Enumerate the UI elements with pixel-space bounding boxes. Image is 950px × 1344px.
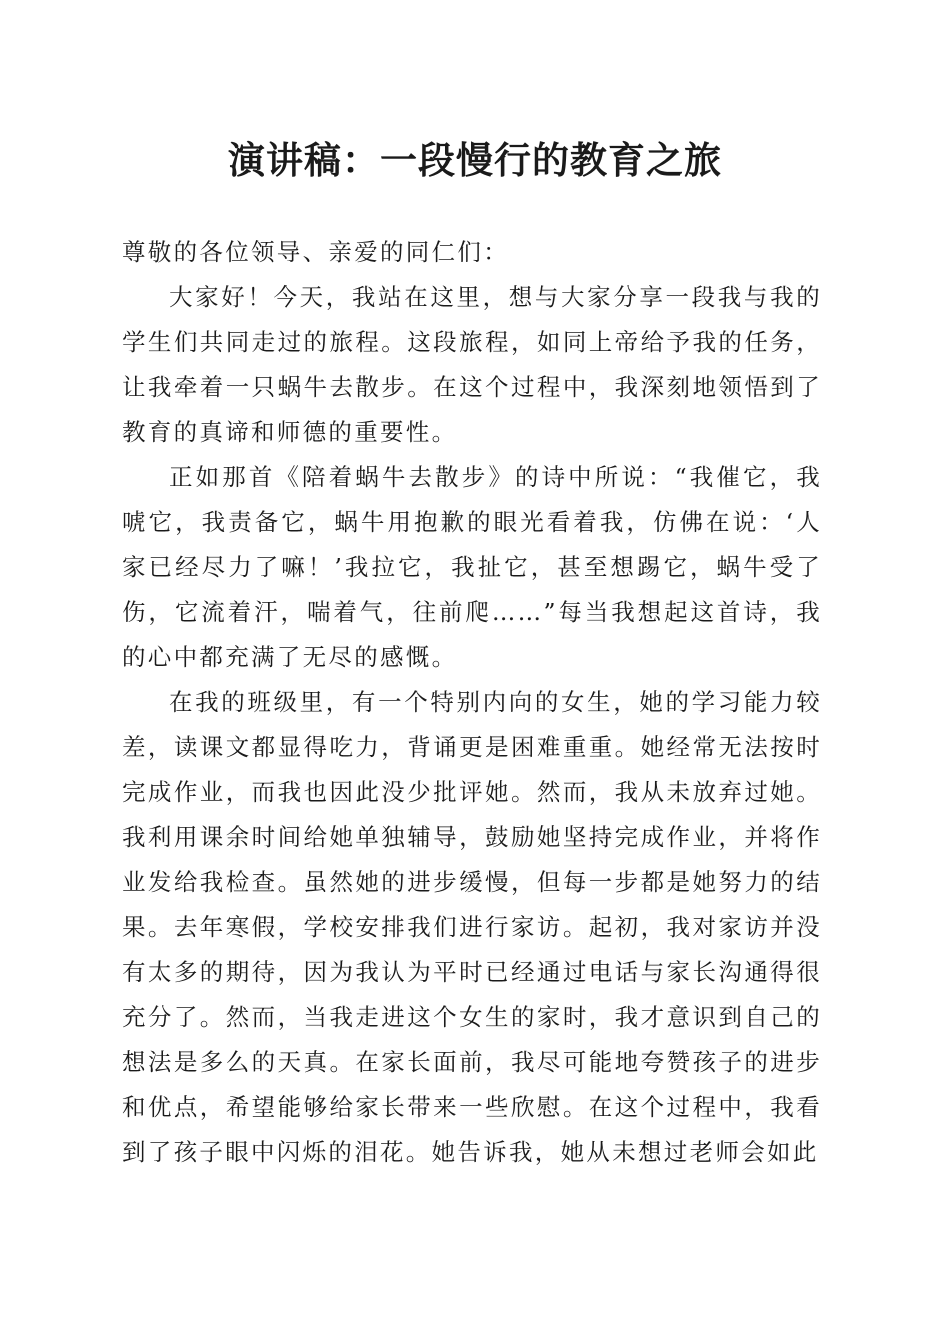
paragraph-poem: 正如那首《陪着蜗牛去散步》的诗中所说：“我催它，我唬它，我责备它，蜗牛用抱歉的眼光看着我，仿佛在说：‘人家已经尽力了嘛！’我拉它，我扯它，甚至想踢它，蜗牛受了伤，它流着汗，喘着气，往前爬……”每当我想起这首诗，我的心中都充满了无尽的感慨。 — [122, 463, 822, 671]
document-body — [122, 230, 822, 1175]
paragraph-student-story: 在我的班级里，有一个特别内向的女生，她的学习能力较差，读课文都显得吃力，背诵更是困难重重。她经常无法按时完成作业，而我也因此没少批评她。然而，我从未放弃过她。我利用课余时间给她单独辅导，鼓励她坚持完成作业，并将作业发给我检查。虽然她的进步缓慢，但每一步都是她努力的结果。去年寒假，学校安排我们进行家访。起初，我对家访并没有太多的期待，因为我认为平时已经通过电话与家长沟通得很充分了。然而，当我走进这个女生的家时，我才意识到自己的想法是多么的天真。在家长面前，我尽可能地夸赞孩子的进步和优点，希望能够给家长带来一些欣慰。在这个过程中，我看到了孩子眼中闪烁的泪花。她告诉我，她从未想过老师会如此 — [122, 688, 822, 1166]
paragraph-intro: 大家好！今天，我站在这里，想与大家分享一段我与我的学生们共同走过的旅程。这段旅程，如同上帝给予我的任务，让我牵着一只蜗牛去散步。在这个过程中，我深刻地领悟到了教育的真谛和师德的重要性。 — [122, 283, 822, 446]
salutation: 尊敬的各位领导、亲爱的同仁们： — [122, 238, 509, 266]
document-title: 演讲稿：一段慢行的教育之旅 — [228, 138, 722, 182]
